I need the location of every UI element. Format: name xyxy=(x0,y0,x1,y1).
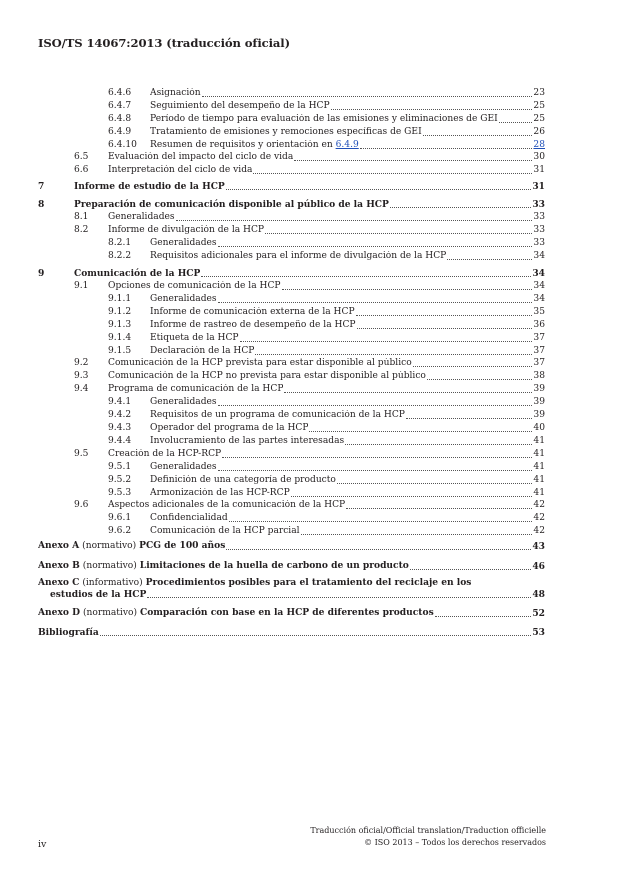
toc-leader-dots xyxy=(201,276,531,277)
toc-entry-title-text: Etiqueta de la HCP xyxy=(150,333,239,343)
footer-copyright: © ISO 2013 – Todos los derechos reservados xyxy=(364,838,546,847)
toc-entry-title xyxy=(150,88,201,99)
toc-entry-title xyxy=(150,127,422,138)
toc-entry-title xyxy=(150,423,308,434)
toc-entry-title-text: Generalidades xyxy=(150,238,217,248)
toc-annex-entry[interactable] xyxy=(38,627,545,638)
toc-entry-number: 9.4.1 xyxy=(108,397,132,407)
toc-entry-page: 35 xyxy=(533,307,545,317)
toc-entry-page: 41 xyxy=(533,462,545,472)
toc-entry[interactable] xyxy=(108,346,545,357)
toc-entry-title xyxy=(74,268,200,279)
toc-entry-page: 34 xyxy=(533,281,545,291)
toc-entry[interactable] xyxy=(74,152,545,163)
toc-leader-dots xyxy=(406,418,533,419)
toc-entry[interactable] xyxy=(74,384,545,395)
toc-annex-page: 48 xyxy=(532,589,545,600)
toc-entry-title xyxy=(150,114,498,125)
toc-entry-title xyxy=(150,333,239,344)
toc-entry-title xyxy=(150,320,356,331)
toc-entry[interactable] xyxy=(38,199,545,210)
toc-entry-crossref-link[interactable]: 6.4.9 xyxy=(335,140,359,150)
toc-annex-title xyxy=(38,560,409,572)
toc-leader-dots xyxy=(218,470,533,471)
toc-leader-dots xyxy=(284,392,532,393)
toc-entry[interactable] xyxy=(108,488,545,499)
toc-entry-title-text: Declaración de la HCP xyxy=(150,346,255,356)
toc-entry-page: 30 xyxy=(533,152,545,162)
toc-entry-number: 8.2 xyxy=(74,225,89,235)
toc-entry-title-text: Operador del programa de la HCP xyxy=(150,423,309,433)
toc-entry[interactable] xyxy=(108,423,545,434)
toc-entry-page: 39 xyxy=(533,397,545,407)
toc-entry-page: 33 xyxy=(533,238,545,248)
toc-entry-page: 25 xyxy=(533,114,545,124)
toc-entry-page: 41 xyxy=(533,475,545,485)
toc-leader-dots xyxy=(226,189,532,190)
annex-kind: (normativo) xyxy=(82,561,137,571)
toc-entry-page: 39 xyxy=(533,384,545,394)
toc-entry-number: 9.5.1 xyxy=(108,462,132,472)
toc-entry-number: 9.6 xyxy=(74,500,89,510)
toc-entry-title xyxy=(150,513,228,524)
annex-title-text: PCG de 100 años xyxy=(139,540,226,551)
toc-entry-page: 37 xyxy=(533,358,545,368)
annex-label: Anexo C xyxy=(38,577,80,588)
annex-kind: (normativo) xyxy=(82,541,137,551)
toc-entry-title-text: Involucramiento de las partes interesadas xyxy=(150,436,345,446)
toc-entry[interactable] xyxy=(108,436,545,447)
toc-entry[interactable] xyxy=(108,140,545,151)
toc-leader-dots xyxy=(435,616,532,617)
toc-entry[interactable] xyxy=(108,513,545,524)
toc-entry-title-text: Informe de estudio de la HCP xyxy=(74,181,225,192)
annex-title-text: Procedimientos posibles para el tratamiento del reciclaje en los xyxy=(145,577,472,588)
footer-page-number: iv xyxy=(38,839,47,850)
toc-entry-page: 41 xyxy=(533,488,545,498)
toc-entry[interactable] xyxy=(74,225,545,236)
toc-entry-title-text: Tratamiento de emisiones y remociones específicas de GEI xyxy=(150,127,422,137)
toc-entry-page: 26 xyxy=(533,127,545,137)
toc-annex-title xyxy=(38,577,545,589)
toc-entry-page: 41 xyxy=(533,436,545,446)
toc-leader-dots xyxy=(176,220,533,221)
toc-leader-dots xyxy=(309,431,532,432)
toc-entry[interactable] xyxy=(74,358,545,369)
toc-entry-title-text: Opciones de comunicación de la HCP xyxy=(108,281,281,291)
toc-entry[interactable] xyxy=(108,294,545,305)
toc-entry-page: 34 xyxy=(533,294,545,304)
toc-entry[interactable] xyxy=(108,307,545,318)
toc-entry-page: 38 xyxy=(533,371,545,381)
toc-entry[interactable] xyxy=(108,88,545,99)
toc-entry-page: 33 xyxy=(533,225,545,235)
toc-entry-title xyxy=(108,371,426,382)
toc-leader-dots xyxy=(427,379,533,380)
toc-entry[interactable] xyxy=(108,462,545,473)
toc-entry[interactable] xyxy=(74,281,545,292)
toc-entry-title xyxy=(150,251,446,262)
toc-entry-title xyxy=(150,140,359,151)
toc-leader-dots xyxy=(100,635,532,636)
toc-entry[interactable] xyxy=(74,500,545,511)
toc-entry-number: 9.1.4 xyxy=(108,333,132,343)
toc-leader-dots xyxy=(301,534,533,535)
toc-entry-number: 9.5 xyxy=(74,449,89,459)
toc-entry-number: 9.4.3 xyxy=(108,423,132,433)
annex-label: Anexo B xyxy=(38,560,80,571)
toc-entry-number: 9.4.2 xyxy=(108,410,132,420)
toc-entry-title xyxy=(108,358,412,369)
toc-entry-title-text: Seguimiento del desempeño de la HCP xyxy=(150,101,330,111)
toc-annex-title xyxy=(38,540,225,552)
toc-entry-title-text: Generalidades xyxy=(150,462,217,472)
toc-annex-page: 43 xyxy=(532,541,545,552)
toc-entry-number: 9.3 xyxy=(74,371,89,381)
toc-entry-title xyxy=(150,101,330,112)
toc-entry-page: 42 xyxy=(533,526,545,536)
toc-entry-number: 8 xyxy=(38,199,45,210)
toc-annex-entry[interactable] xyxy=(38,540,545,552)
toc-entry[interactable] xyxy=(108,127,545,138)
toc-entry[interactable] xyxy=(108,320,545,331)
annex-label: Anexo A xyxy=(38,540,80,551)
toc-entry-title-text: Armonización de las HCP-RCP xyxy=(150,488,290,498)
toc-entry-number: 9.1.2 xyxy=(108,307,132,317)
toc-entry-title xyxy=(108,384,283,395)
toc-entry-title xyxy=(108,212,175,223)
toc-entry-page: 42 xyxy=(533,500,545,510)
toc-entry-number: 9.4 xyxy=(74,384,89,394)
toc-entry[interactable] xyxy=(38,181,545,192)
toc-leader-dots xyxy=(282,289,533,290)
toc-entry-number: 8.2.1 xyxy=(108,238,132,248)
toc-entry[interactable] xyxy=(74,165,545,176)
toc-leader-dots xyxy=(218,302,533,303)
annex-title-text: Limitaciones de la huella de carbono de un producto xyxy=(139,560,409,571)
toc-entry-title-text: Comunicación de la HCP xyxy=(74,268,201,279)
toc-leader-dots xyxy=(253,173,532,174)
toc-entry-title-text: Informe de divulgación de la HCP xyxy=(108,225,265,235)
toc-leader-dots xyxy=(255,354,532,355)
toc-entry-number: 6.5 xyxy=(74,152,89,162)
toc-entry[interactable] xyxy=(108,114,545,125)
toc-leader-dots xyxy=(345,444,532,445)
toc-entry-number: 7 xyxy=(38,181,45,192)
toc-entry[interactable] xyxy=(38,268,545,279)
toc-annex-title-continued xyxy=(38,589,545,600)
toc-entry-title xyxy=(150,488,290,499)
annex-label: Anexo D xyxy=(38,607,80,618)
toc-entry-title xyxy=(74,199,389,210)
toc-annex-entry[interactable] xyxy=(38,577,545,600)
toc-entry-title xyxy=(108,281,281,292)
toc-leader-dots xyxy=(265,233,532,234)
toc-entry-title xyxy=(108,225,264,236)
toc-entry-title-text: Informe de rastreo de desempeño de la HCP xyxy=(150,320,356,330)
toc-entry[interactable] xyxy=(74,449,545,460)
toc-leader-dots xyxy=(356,315,533,316)
toc-leader-dots xyxy=(360,148,533,149)
toc-annex-page: 53 xyxy=(532,627,545,638)
toc-entry-title xyxy=(150,307,355,318)
toc-entry-title-text: Evaluación del impacto del ciclo de vida xyxy=(108,152,294,162)
annex-label: Bibliografía xyxy=(38,627,99,638)
toc-entry-page: 34 xyxy=(533,251,545,261)
document-header: ISO/TS 14067:2013 (traducción oficial) xyxy=(38,36,290,50)
toc-entry-page: 36 xyxy=(533,320,545,330)
toc-leader-dots xyxy=(390,207,531,208)
toc-entry-number: 9.6.1 xyxy=(108,513,132,523)
toc-entry[interactable] xyxy=(108,410,545,421)
toc-entry-title-text: Requisitos de un programa de comunicación de la HCP xyxy=(150,410,405,420)
toc-entry-title xyxy=(74,181,225,192)
toc-entry-page: 41 xyxy=(533,449,545,459)
toc-entry[interactable] xyxy=(108,251,545,262)
toc-entry[interactable] xyxy=(108,333,545,344)
toc-leader-dots xyxy=(226,549,531,550)
toc-leader-dots xyxy=(346,508,532,509)
toc-entry-title-text: Interpretación del ciclo de vida xyxy=(108,165,253,175)
toc-entry-page: 39 xyxy=(533,410,545,420)
toc-entry[interactable] xyxy=(108,475,545,486)
toc-entry-page: 37 xyxy=(533,333,545,343)
toc-entry-number: 9.4.4 xyxy=(108,436,132,446)
toc-entry[interactable] xyxy=(108,238,545,249)
toc-entry-title-text: Comunicación de la HCP prevista para estar disponible al público xyxy=(108,358,412,368)
toc-entry-title xyxy=(150,475,336,486)
toc-leader-dots xyxy=(147,597,531,598)
annex-title-text: Comparación con base en la HCP de diferentes productos xyxy=(140,607,434,618)
toc-leader-dots xyxy=(218,405,533,406)
toc-entry-title-text: Período de tiempo para evaluación de las emisiones y eliminaciones de GEI xyxy=(150,114,498,124)
toc-entry[interactable] xyxy=(74,212,545,223)
toc-leader-dots xyxy=(357,328,533,329)
toc-entry-title xyxy=(150,397,217,408)
toc-entry[interactable] xyxy=(108,397,545,408)
toc-entry-number: 9.1 xyxy=(74,281,89,291)
toc-entry-number: 6.4.8 xyxy=(108,114,132,124)
toc-entry[interactable] xyxy=(108,526,545,537)
toc-entry-page: 40 xyxy=(533,423,545,433)
toc-annex-title xyxy=(38,627,99,638)
toc-entry-number: 6.4.7 xyxy=(108,101,132,111)
toc-entry-title-text: Definición de una categoría de producto xyxy=(150,475,336,485)
toc-leader-dots xyxy=(202,96,533,97)
toc-annex-page: 52 xyxy=(532,608,545,619)
toc-leader-dots xyxy=(291,496,533,497)
toc-entry-page: 34 xyxy=(532,268,545,279)
toc-entry-page: 42 xyxy=(533,513,545,523)
toc-entry-page: 23 xyxy=(533,88,545,98)
toc-leader-dots xyxy=(447,259,532,260)
toc-entry-number: 9.2 xyxy=(74,358,89,368)
toc-entry-title xyxy=(150,294,217,305)
toc-entry-number: 8.1 xyxy=(74,212,89,222)
toc-entry-title xyxy=(108,449,221,460)
annex-title-text-2: estudios de la HCP xyxy=(50,589,147,600)
toc-entry-title-text: Comunicación de la HCP parcial xyxy=(150,526,300,536)
toc-entry-title-text: Requisitos adicionales para el informe de divulgación de la HCP xyxy=(150,251,447,261)
toc-entry-title-text: Generalidades xyxy=(150,294,217,304)
toc-entry-title-text: Resumen de requisitos y orientación en xyxy=(150,140,336,150)
toc-leader-dots xyxy=(413,366,533,367)
toc-entry-title xyxy=(150,436,344,447)
toc-entry-title xyxy=(150,346,254,357)
toc-entry-title-text: Programa de comunicación de la HCP xyxy=(108,384,284,394)
annex-kind: (normativo) xyxy=(83,608,137,618)
toc-entry-number: 9 xyxy=(38,268,45,279)
toc-entry-number: 9.5.3 xyxy=(108,488,132,498)
toc-entry-number: 9.6.2 xyxy=(108,526,132,536)
toc-entry-page: 33 xyxy=(532,199,545,210)
toc-entry-title-text: Preparación de comunicación disponible al público de la HCP xyxy=(74,199,389,210)
footer-translation-note: Traducción oficial/Official translation/Traduction officielle xyxy=(310,826,546,835)
toc-entry-number: 8.2.2 xyxy=(108,251,132,261)
toc-entry-title xyxy=(108,152,293,163)
toc-leader-dots xyxy=(331,109,533,110)
toc-entry-title-text: Aspectos adicionales de la comunicación de la HCP xyxy=(108,500,346,510)
toc-entry-title xyxy=(108,165,252,176)
toc-entry-number: 9.1.1 xyxy=(108,294,132,304)
toc-entry-page[interactable]: 28 xyxy=(533,140,545,150)
toc-entry-number: 6.4.10 xyxy=(108,140,137,150)
toc-entry-title-text: Creación de la HCP-RCP xyxy=(108,449,222,459)
annex-kind: (informativo) xyxy=(82,578,143,588)
toc-entry-number: 6.4.6 xyxy=(108,88,132,98)
toc-entry-title-text: Informe de comunicación externa de la HCP xyxy=(150,307,355,317)
toc-entry-page: 33 xyxy=(533,212,545,222)
toc-leader-dots xyxy=(499,122,533,123)
toc-leader-dots xyxy=(423,135,533,136)
toc-entry[interactable] xyxy=(74,371,545,382)
toc-entry-page: 37 xyxy=(533,346,545,356)
toc-entry-title-text: Generalidades xyxy=(150,397,217,407)
toc-entry-title-text: Confidencialidad xyxy=(150,513,228,523)
toc-leader-dots xyxy=(218,246,533,247)
toc-entry-number: 9.1.3 xyxy=(108,320,132,330)
toc-entry-number: 9.5.2 xyxy=(108,475,132,485)
toc-leader-dots xyxy=(337,483,533,484)
toc-entry-title xyxy=(150,462,217,473)
toc-annex-page: 46 xyxy=(532,561,545,572)
toc-entry-title xyxy=(108,500,345,511)
toc-entry-title-text: Asignación xyxy=(150,88,201,98)
toc-entry-page: 25 xyxy=(533,101,545,111)
toc-entry-title-text: Comunicación de la HCP no prevista para estar disponible al público xyxy=(108,371,426,381)
toc-leader-dots xyxy=(294,160,532,161)
toc-entry-title xyxy=(150,410,405,421)
toc-entry[interactable] xyxy=(108,101,545,112)
toc-leader-dots xyxy=(222,457,532,458)
toc-entry-number: 6.6 xyxy=(74,165,89,175)
toc-annex-entry[interactable] xyxy=(38,607,545,619)
toc-entry-number: 9.1.5 xyxy=(108,346,132,356)
toc-annex-title xyxy=(38,607,434,619)
toc-leader-dots xyxy=(240,341,533,342)
toc-entry-title xyxy=(150,238,217,249)
toc-annex-entry[interactable] xyxy=(38,560,545,572)
toc-entry-number: 6.4.9 xyxy=(108,127,132,137)
toc-entry-title-text: Generalidades xyxy=(108,212,175,222)
toc-leader-dots xyxy=(229,521,533,522)
toc-entry-page: 31 xyxy=(532,181,545,192)
toc-leader-dots xyxy=(410,569,532,570)
toc-entry-page: 31 xyxy=(533,165,545,175)
toc-entry-title xyxy=(150,526,300,537)
